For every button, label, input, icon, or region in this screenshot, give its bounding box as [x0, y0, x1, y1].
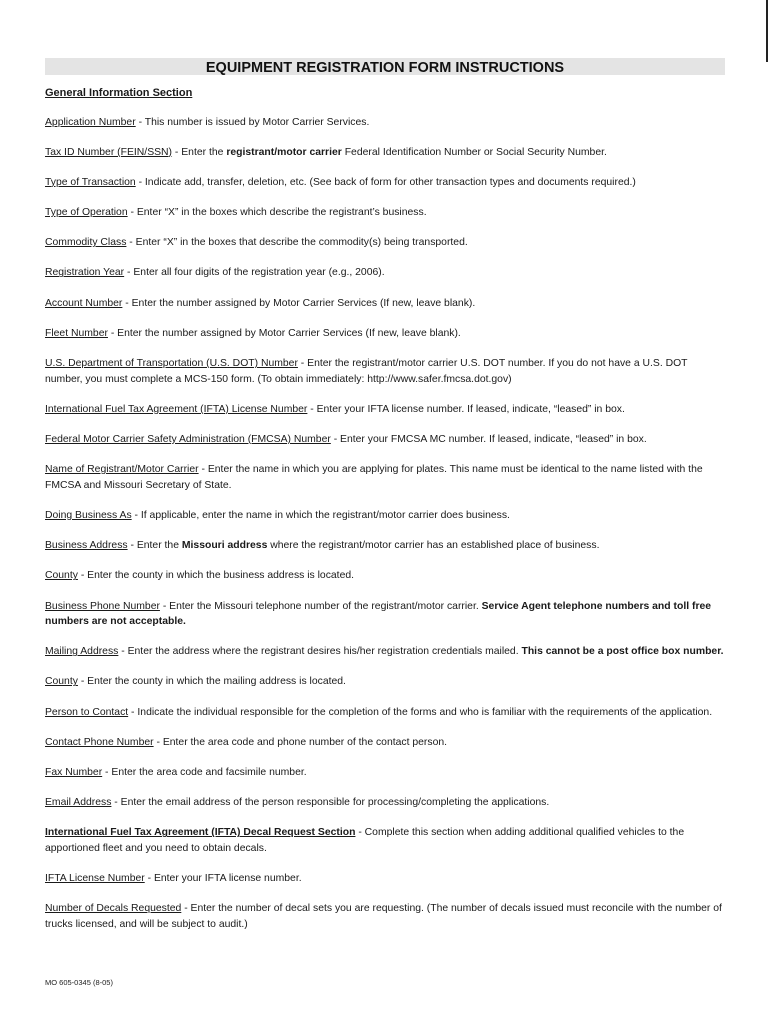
instruction-entry — [45, 674, 725, 690]
description-text: - Enter “X” in the boxes which describe the registrant’s business. — [127, 207, 427, 219]
instruction-entry — [45, 175, 725, 191]
instruction-entry — [45, 115, 725, 131]
instruction-entry — [45, 205, 725, 221]
instruction-entry — [45, 825, 725, 856]
field-term: Business Phone Number — [45, 600, 160, 612]
field-term: Account Number — [45, 297, 123, 309]
description-text: - Enter the email address of the person responsible for processing/completing the applications. — [111, 797, 550, 809]
instruction-entry — [45, 296, 725, 312]
field-term: Number of Decals Requested — [45, 903, 182, 915]
instruction-entry — [45, 538, 725, 554]
description-text: - Enter the — [172, 146, 227, 158]
form-number: MO 605-0345 (8-05) — [45, 978, 113, 987]
field-term: Doing Business As — [45, 509, 132, 521]
description-text: - Enter the — [127, 540, 182, 552]
field-term: Commodity Class — [45, 237, 127, 249]
description-text: where the registrant/motor carrier has an established place of business. — [267, 540, 600, 552]
instruction-entry — [45, 599, 725, 630]
description-text: - Enter your IFTA license number. — [144, 873, 302, 885]
field-term: Application Number — [45, 116, 136, 128]
instruction-entry — [45, 356, 725, 387]
description-text: - Enter the name in which you are applying for plates. This name must be identical to the name listed with the FMCSA and Missouri Secretary of State. — [45, 464, 703, 491]
instruction-entry — [45, 901, 725, 932]
instructions-page — [45, 58, 725, 933]
instruction-entry — [45, 508, 725, 524]
instruction-entry — [45, 402, 725, 418]
field-term: Fleet Number — [45, 327, 108, 339]
instruction-entry — [45, 432, 725, 448]
field-term: Person to Contact — [45, 706, 129, 718]
field-term: Mailing Address — [45, 646, 119, 658]
field-term: Name of Registrant/Motor Carrier — [45, 464, 199, 476]
instruction-entry — [45, 326, 725, 342]
field-term: Tax ID Number (FEIN/SSN) — [45, 146, 173, 158]
description-text: - Enter the county in which the mailing address is located. — [77, 676, 346, 688]
description-text: - Enter the registrant/motor carrier U.S. DOT number. If you do not have a U.S. DOT number, you must complete a MCS-150 form. (To obtain immediately: http://www.safer.fmcsa.dot.gov) — [45, 358, 688, 385]
field-term: County — [45, 570, 78, 582]
field-term: Business Address — [45, 540, 128, 552]
document-title: EQUIPMENT REGISTRATION FORM INSTRUCTIONS — [205, 60, 565, 76]
field-term: U.S. Department of Transportation (U.S. DOT) Number — [45, 358, 298, 369]
field-term: Contact Phone Number — [45, 736, 154, 748]
instruction-entry — [45, 765, 725, 781]
emphasis-text: This cannot be a post office box number. — [521, 646, 724, 658]
field-term: International Fuel Tax Agreement (IFTA) Decal Request Section — [45, 827, 356, 839]
instruction-entry — [45, 644, 725, 660]
description-text: - Enter the area code and phone number of the contact person. — [153, 736, 448, 748]
instruction-entry — [45, 871, 725, 887]
field-term: Type of Transaction — [45, 176, 136, 188]
instruction-entry — [45, 795, 725, 811]
instruction-entry — [45, 265, 725, 281]
instruction-entry — [45, 735, 725, 751]
instruction-list — [45, 115, 725, 933]
description-text: - Complete this section when adding additional qualified vehicles to the apportioned fleet and you need to obtain decals. — [45, 827, 685, 854]
description-text: - Enter the number assigned by Motor Carrier Services (If new, leave blank). — [122, 297, 476, 309]
description-text: - Indicate the individual responsible for the completion of the forms and who is familiar with the requirements of the application. — [128, 706, 713, 718]
field-term: Type of Operation — [45, 207, 128, 219]
field-term: Registration Year — [45, 267, 125, 279]
instruction-entry — [45, 145, 725, 161]
description-text: - If applicable, enter the name in which the registrant/motor carrier does business. — [131, 509, 510, 521]
instruction-entry — [45, 235, 725, 251]
instruction-entry — [45, 705, 725, 721]
field-term: Email Address — [45, 797, 112, 809]
emphasis-text: Missouri address — [181, 540, 268, 552]
description-text: - Enter the number assigned by Motor Carrier Services (If new, leave blank). — [107, 327, 461, 339]
description-text: - Enter all four digits of the registration year (e.g., 2006). — [124, 267, 385, 279]
field-term: IFTA License Number — [45, 873, 145, 885]
field-term: Fax Number — [45, 767, 103, 779]
instruction-entry — [45, 462, 725, 493]
title-bar — [45, 58, 725, 75]
description-text: - Enter the area code and facsimile number. — [102, 767, 307, 779]
page-edge-mark — [766, 0, 768, 62]
description-text: - Enter the county in which the business address is located. — [77, 570, 355, 582]
description-text: - This number is issued by Motor Carrier Services. — [135, 116, 370, 128]
field-term: International Fuel Tax Agreement (IFTA) License Number — [45, 403, 308, 415]
description-text: - Enter the number of decal sets you are requesting. (The number of decals issued must reconcile with the number of trucks licensed, and will be subject to audit.) — [45, 903, 722, 930]
section-heading: General Information Section — [45, 87, 193, 99]
emphasis-text: Service Agent telephone numbers and toll free numbers are not acceptable. — [45, 600, 712, 628]
field-term: County — [45, 676, 78, 688]
instruction-entry — [45, 568, 725, 584]
field-term: Federal Motor Carrier Safety Administration (FMCSA) Number — [45, 433, 331, 445]
emphasis-text: registrant/motor carrier — [226, 146, 342, 158]
description-text: - Indicate add, transfer, deletion, etc. (See back of form for other transaction types and documents required.) — [135, 176, 636, 188]
description-text: - Enter the address where the registrant desires his/her registration credentials mailed. — [118, 646, 522, 658]
description-text: - Enter the Missouri telephone number of the registrant/motor carrier. — [159, 600, 482, 612]
description-text: - Enter your FMCSA MC number. If leased, indicate, “leased” in box. — [330, 433, 647, 445]
description-text: - Enter “X” in the boxes that describe the commodity(s) being transported. — [126, 237, 468, 249]
description-text: Federal Identification Number or Social Security Number. — [341, 146, 607, 158]
description-text: - Enter your IFTA license number. If leased, indicate, “leased” in box. — [307, 403, 625, 415]
